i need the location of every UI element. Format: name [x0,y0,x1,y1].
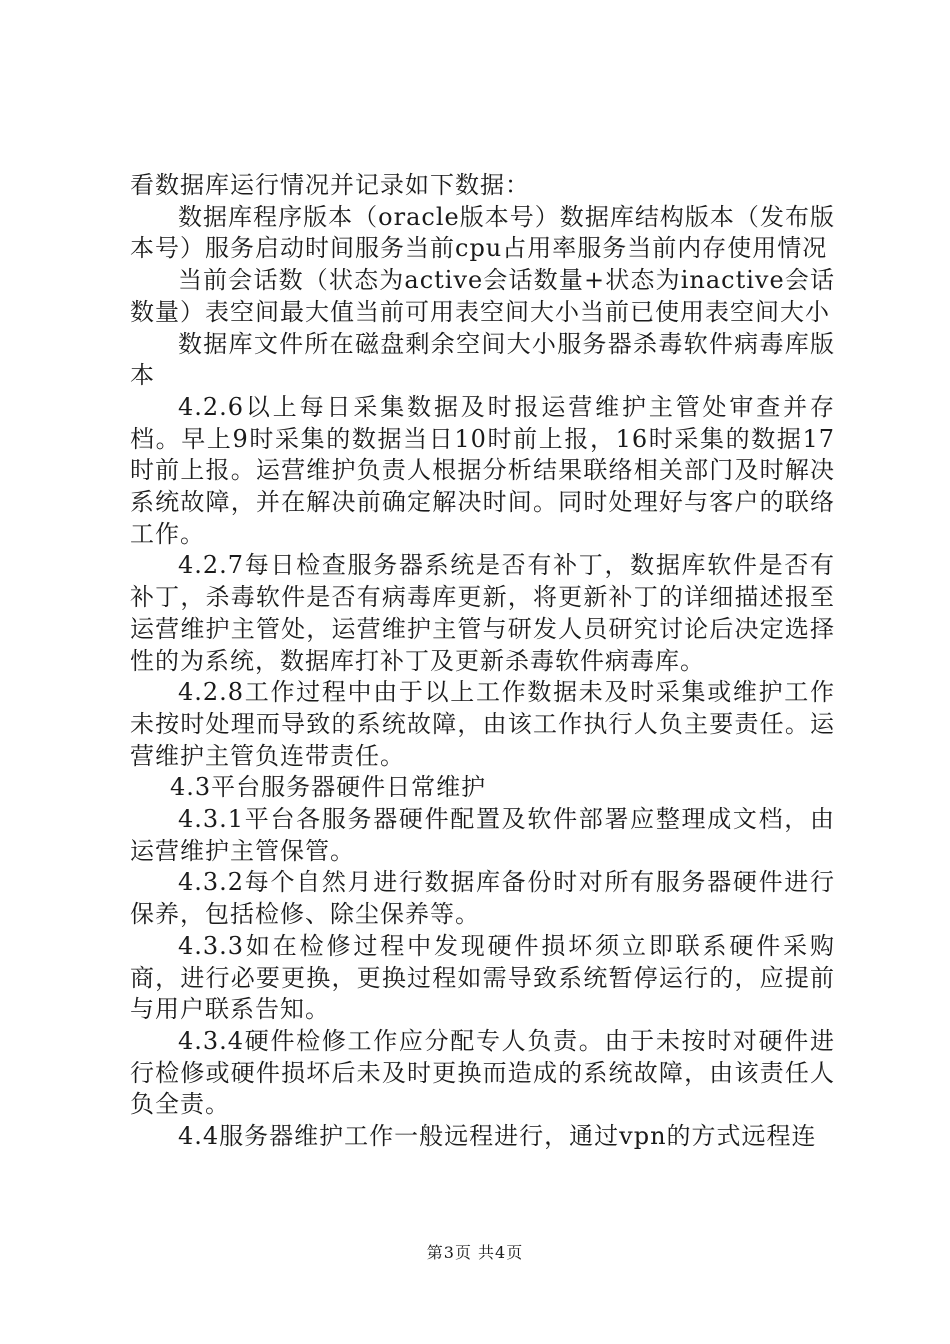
paragraph-disk-space: 数据库文件所在磁盘剩余空间大小服务器杀毒软件病毒库版本 [130,329,835,390]
paragraph-4-3-3: 4.3.3如在检修过程中发现硬件损坏须立即联系硬件采购商，进行必要更换，更换过程如需导致系统暂停运行的，应提前与用户联系告知。 [130,931,835,1024]
paragraph-intro: 看数据库运行情况并记录如下数据： [130,171,530,199]
paragraph-4-2-7: 4.2.7每日检查服务器系统是否有补丁，数据库软件是否有补丁，杀毒软件是否有病毒库更新，将更新补丁的详细描述报至运营维护主管处，运营维护主管与研发人员研究讨论后决定选择性的为系统，数据库打补丁及更新杀毒软件病毒库。 [130,551,835,675]
document-body [130,170,835,1153]
page-number-footer: 第3页 共4页 [426,1243,524,1262]
paragraph-db-version: 数据库程序版本（oracle版本号）数据库结构版本（发布版本号）服务启动时间服务当前cpu占用率服务当前内存使用情况 [130,202,835,263]
paragraph-sessions: 当前会话数（状态为active会话数量+状态为inactive会话数量）表空间最大值当前可用表空间大小当前已使用表空间大小 [130,266,835,326]
paragraph-4-3-4: 4.3.4硬件检修工作应分配专人负责。由于未按时对硬件进行检修或硬件损坏后未及时更换而造成的系统故障，由该责任人负全责。 [130,1026,835,1119]
paragraph-4-3-2: 4.3.2每个自然月进行数据库备份时对所有服务器硬件进行保养，包括检修、除尘保养等。 [130,868,835,929]
paragraph-4-4: 4.4服务器维护工作一般远程进行，通过vpn的方式远程连 [178,1122,817,1151]
paragraph-4-2-6: 4.2.6以上每日采集数据及时报运营维护主管处审查并存档。早上9时采集的数据当日10时前上报，16时采集的数据17时前上报。运营维护负责人根据分析结果联络相关部门及时解决系统故障，并在解决前确定解决时间。同时处理好与客户的联络工作。 [130,392,835,548]
section-heading-4-3: 4.3平台服务器硬件日常维护 [170,773,487,802]
paragraph-4-2-8: 4.2.8工作过程中由于以上工作数据未及时采集或维护工作未按时处理而导致的系统故障，由该工作执行人负主要责任。运营维护主管负连带责任。 [130,678,835,770]
paragraph-4-3-1: 4.3.1平台各服务器硬件配置及软件部署应整理成文档，由运营维护主管保管。 [130,805,835,865]
